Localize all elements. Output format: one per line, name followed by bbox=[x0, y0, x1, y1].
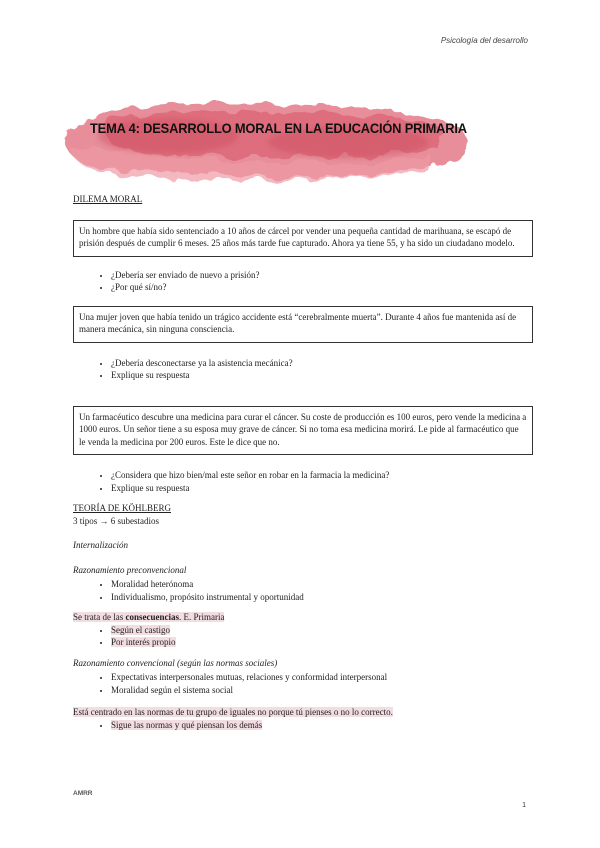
page-title: TEMA 4: DESARROLLO MORAL EN LA EDUCACIÓN PRIMARIA bbox=[90, 120, 467, 136]
grupo-iguales-list bbox=[73, 719, 533, 732]
list-item: • Según el castigo bbox=[111, 624, 533, 637]
dilema-heading: DILEMA MORAL bbox=[73, 194, 143, 204]
list-item: • Expectativas interpersonales mutuas, relaciones y conformidad interpersonal bbox=[111, 671, 533, 684]
list-item: • Por interés propio bbox=[111, 636, 533, 649]
case-3-box bbox=[73, 406, 533, 456]
case-1-questions bbox=[73, 269, 533, 294]
case-2-text: Una mujer joven que había tenido un trágico accidente está “cerebralmente muerta”. Durante 4 años fue mantenida así de manera mecánica, sin ninguna consciencia. bbox=[79, 311, 517, 334]
running-header: Psicología del desarrollo bbox=[440, 36, 528, 45]
note-prefix: Se trata de las bbox=[73, 612, 126, 622]
case-1-box bbox=[73, 220, 533, 257]
footer-author: AMRR bbox=[73, 790, 93, 797]
consecuencias-note bbox=[73, 611, 533, 624]
list-item: • Individualismo, propósito instrumental y oportunidad bbox=[111, 591, 533, 604]
list-item: • Moralidad según el sistema social bbox=[111, 684, 533, 697]
case-2-box bbox=[73, 306, 533, 343]
consecuencias-list bbox=[73, 624, 533, 649]
list-item: • ¿Considera que hizo bien/mal este señor en robar en la farmacia la medicina? bbox=[111, 469, 533, 482]
preconvencional-title: Razonamiento preconvencional bbox=[73, 564, 187, 575]
case-3-text: Un farmacéutico descubre una medicina para curar el cáncer. Su coste de producción es 100 euros, pero vende la medicina a 1000 euros. Un señor tiene a su esposa muy grave de cáncer. Si no toma esa medicina morirá. Le pide al farmacéutico que le venda la medicina por 200 euros. Este le dice que no. bbox=[79, 411, 527, 447]
preconvencional-list bbox=[73, 578, 533, 603]
internalizacion-label: Internalización bbox=[73, 540, 128, 550]
case-1-text: Un hombre que había sido sentenciado a 10 años de cárcel por vender una pequeña cantidad de marihuana, se escapó de prisión después de cumplir 6 meses. 25 años más tarde fue capturado. Ahora ya tiene 55, y ha sido un ciudadano modelo. bbox=[79, 225, 515, 248]
grupo-iguales-note: Está centrado en las normas de tu grupo de iguales no porque tú pienses o no lo correcto. bbox=[73, 707, 393, 717]
list-item: • ¿Por qué sí/no? bbox=[111, 281, 533, 294]
watercolor-banner bbox=[48, 86, 478, 186]
list-item: • ¿Debería ser enviado de nuevo a prisión? bbox=[111, 269, 533, 282]
kohlberg-heading: TEORÍA DE KÖHLBERG bbox=[73, 503, 171, 513]
list-item: • Moralidad heterónoma bbox=[111, 578, 533, 591]
page-number: 1 bbox=[522, 802, 526, 809]
convencional-list bbox=[73, 671, 533, 696]
convencional-title: Razonamiento convencional (según las normas sociales) bbox=[73, 657, 278, 668]
case-2-questions bbox=[73, 357, 533, 382]
note-suffix: . E. Primaria bbox=[178, 612, 225, 622]
list-item: • Explique su respuesta bbox=[111, 369, 533, 382]
list-item: • Explique su respuesta bbox=[111, 482, 533, 495]
case-3-questions bbox=[73, 469, 533, 494]
note-bold: consecuencias bbox=[125, 612, 179, 622]
kohlberg-subtitle: 3 tipos → 6 subestadios bbox=[73, 515, 160, 526]
list-item: • Sigue las normas y qué piensan los demás bbox=[111, 719, 533, 732]
document-body bbox=[73, 190, 533, 731]
list-item: • ¿Debería desconectarse ya la asistencia mecánica? bbox=[111, 357, 533, 370]
